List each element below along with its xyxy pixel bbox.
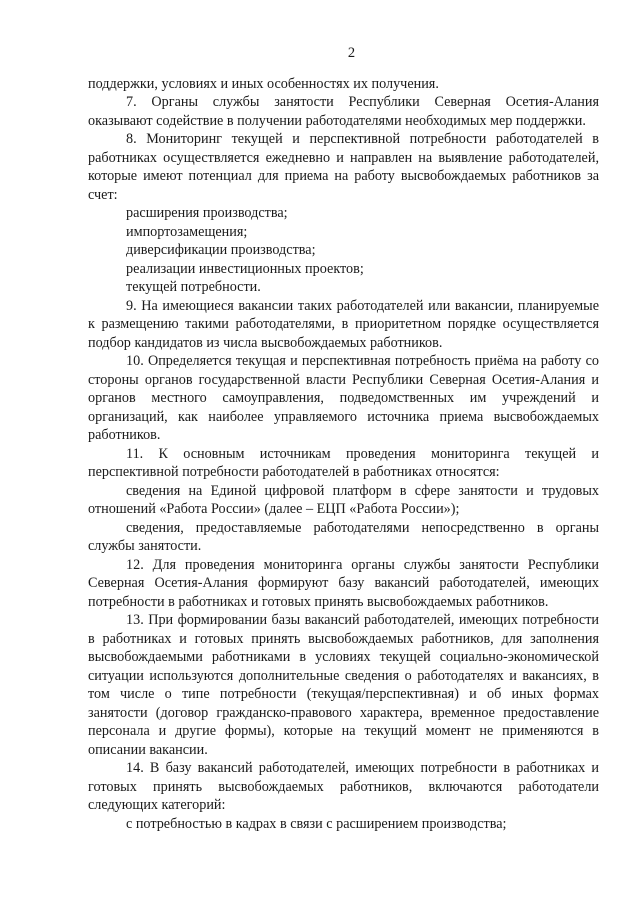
- page-number: 2: [347, 45, 356, 61]
- paragraph: 13. При формировании базы вакансий работодателей, имеющих потребности в работниках и готовых принять высвобождаемых работников, для заполнения высвобождаемыми работниками в условиях текущей социально-экономической ситуации используются дополнительные сведения о работодателях и вакансиях, в том числе о типе потребности (текущая/перспективная) и об иных формах занятости (договор гражданско-правового характера, временное предоставление персонала и другие формы), которые на текущий момент не применяются в описании вакансии.: [88, 612, 599, 758]
- paragraph: поддержки, условиях и иных особенностях их получения.: [88, 75, 439, 92]
- list-item: расширения производства;: [126, 205, 288, 221]
- paragraph: 14. В базу вакансий работодателей, имеющих потребности в работниках и готовых принять высвобождаемых работников, включаются работодатели следующих категорий:: [88, 760, 599, 813]
- list-item: реализации инвестиционных проектов;: [126, 260, 364, 277]
- paragraph: 9. На имеющиеся вакансии таких работодателей или вакансии, планируемые к размещению такими работодателями, в приоритетном порядке осуществляется подбор кандидатов из числа высвобождаемых работников.: [88, 297, 599, 351]
- paragraph: 10. Определяется текущая и перспективная потребность приёма на работу со стороны органов государственной власти Республики Северная Осетия-Алания и органов местного самоуправления, подведомственных им учреждений и организаций, как наиболее управляемого источника приема высвобождаемых работников.: [88, 353, 599, 443]
- list-item: импортозамещения;: [126, 223, 248, 240]
- paragraph: 8. Мониторинг текущей и перспективной потребности работодателей в работниках осуществляется ежедневно и направлен на выявление работодателей, которые имеют потенциал для приема на работу высвобождаемых работников за счет:: [88, 131, 599, 203]
- list-item: текущей потребности.: [126, 279, 261, 295]
- paragraph: сведения, предоставляемые работодателями непосредственно в органы службы занятости.: [88, 519, 599, 554]
- paragraph: с потребностью в кадрах в связи с расширением производства;: [126, 815, 507, 832]
- document-body: [88, 75, 599, 834]
- document-page: [88, 44, 599, 833]
- list-item: диверсификации производства;: [126, 242, 316, 258]
- paragraph: 11. К основным источникам проведения мониторинга текущей и перспективной потребности работодателей в работниках относятся:: [88, 445, 599, 480]
- paragraph: 12. Для проведения мониторинга органы службы занятости Республики Северная Осетия-Алания формируют базу вакансий работодателей, имеющих потребности в работниках и готовых принять высвобождаемых работников.: [88, 556, 599, 610]
- paragraph: 7. Органы службы занятости Республики Северная Осетия-Алания оказывают содействие в получении работодателями необходимых мер поддержки.: [88, 94, 599, 129]
- paragraph: сведения на Единой цифровой платформ в сфере занятости и трудовых отношений «Работа России» (далее – ЕЦП «Работа России»);: [88, 482, 599, 517]
